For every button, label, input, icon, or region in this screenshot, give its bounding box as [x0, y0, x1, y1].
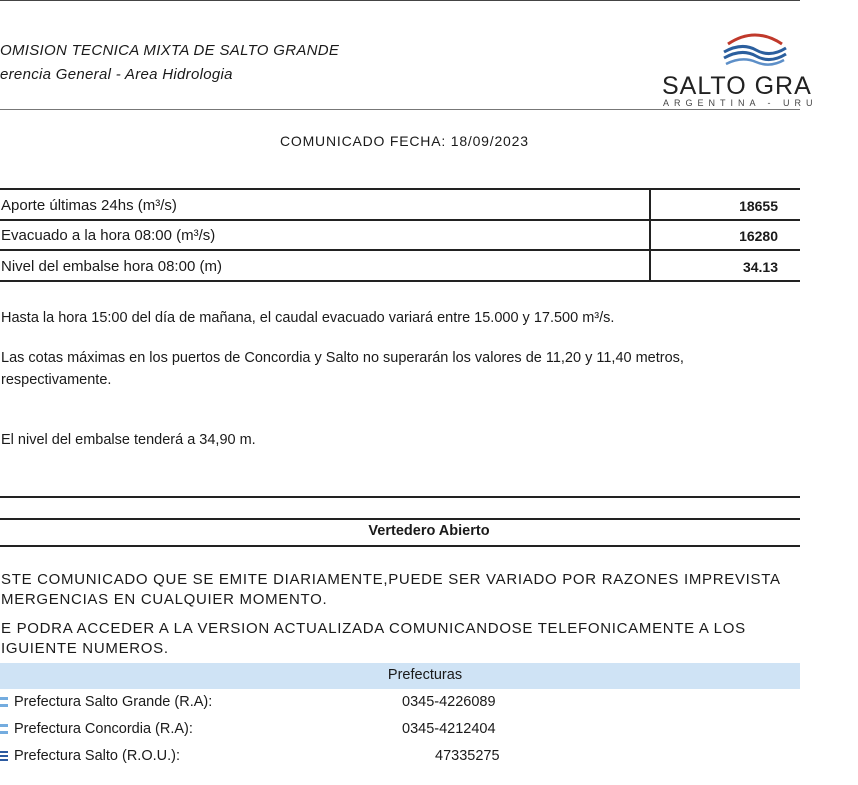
- prefectura-name: Prefectura Salto Grande (R.A):: [14, 694, 213, 710]
- prefectura-name: Prefectura Salto (R.O.U.):: [14, 748, 180, 764]
- table-column-divider: [649, 188, 651, 282]
- table-row-value: 16280: [739, 228, 778, 244]
- prefecturas-header: [0, 663, 800, 689]
- prefectura-phone[interactable]: 0345-4226089: [402, 694, 496, 710]
- argentina-flag-icon: [0, 697, 8, 707]
- forecast-flow-text: Hasta la hora 15:00 del día de mañana, el caudal evacuado variará entre 15.000 y 17.500 m³/s.: [1, 310, 615, 326]
- notice-text-cont: MERGENCIAS EN CUALQUIER MOMENTO.: [1, 591, 328, 608]
- section-rule-top: [0, 496, 800, 498]
- table-row-label: Nivel del embalse hora 08:00 (m): [1, 258, 222, 275]
- argentina-flag-icon: [0, 724, 8, 734]
- forecast-levels-text-cont: respectivamente.: [1, 372, 112, 388]
- table-row-label: Aporte últimas 24hs (m³/s): [1, 197, 177, 214]
- page-title: COMUNICADO FECHA: 18/09/2023: [280, 133, 529, 149]
- org-department: erencia General - Area Hidrologia: [0, 66, 233, 83]
- notice-text: STE COMUNICADO QUE SE EMITE DIARIAMENTE,PUEDE SER VARIADO POR RAZONES IMPREVISTA: [1, 571, 781, 588]
- logo-wordmark: SALTO GRA: [662, 72, 812, 100]
- forecast-levels-text: Las cotas máximas en los puertos de Concordia y Salto no superarán los valores de 11,20 y 11,40 metros,: [1, 350, 684, 366]
- table-row-divider: [0, 219, 800, 221]
- prefectura-phone[interactable]: 0345-4212404: [402, 721, 496, 737]
- table-row-value: 34.13: [742, 259, 778, 275]
- prefecturas-header-label: Prefecturas: [387, 667, 463, 683]
- prefectura-name: Prefectura Concordia (R.A):: [14, 721, 193, 737]
- section-title: Vertedero Abierto: [368, 523, 490, 539]
- table-row-label: Evacuado a la hora 08:00 (m³/s): [1, 227, 216, 244]
- prefectura-phone[interactable]: 47335275: [435, 748, 500, 764]
- section-rule-bottom: [0, 545, 800, 547]
- table-row-divider: [0, 249, 800, 251]
- uruguay-flag-icon: [0, 751, 8, 761]
- section-rule: [0, 518, 800, 520]
- table-row-value: 18655: [739, 198, 778, 214]
- org-name: OMISION TECNICA MIXTA DE SALTO GRANDE: [0, 42, 340, 59]
- contact-text-cont: IGUIENTE NUMEROS.: [1, 640, 169, 657]
- header-divider: [0, 109, 800, 110]
- table-border-bottom: [0, 280, 800, 282]
- table-border-top: [0, 188, 800, 190]
- logo-subtitle: ARGENTINA - URU: [663, 98, 818, 108]
- contact-text: E PODRA ACCEDER A LA VERSION ACTUALIZADA COMUNICANDOSE TELEFONICAMENTE A LOS: [1, 620, 746, 637]
- salto-grande-logo-icon: [720, 28, 790, 73]
- top-rule: [0, 0, 800, 1]
- forecast-reservoir-text: El nivel del embalse tenderá a 34,90 m.: [1, 432, 256, 448]
